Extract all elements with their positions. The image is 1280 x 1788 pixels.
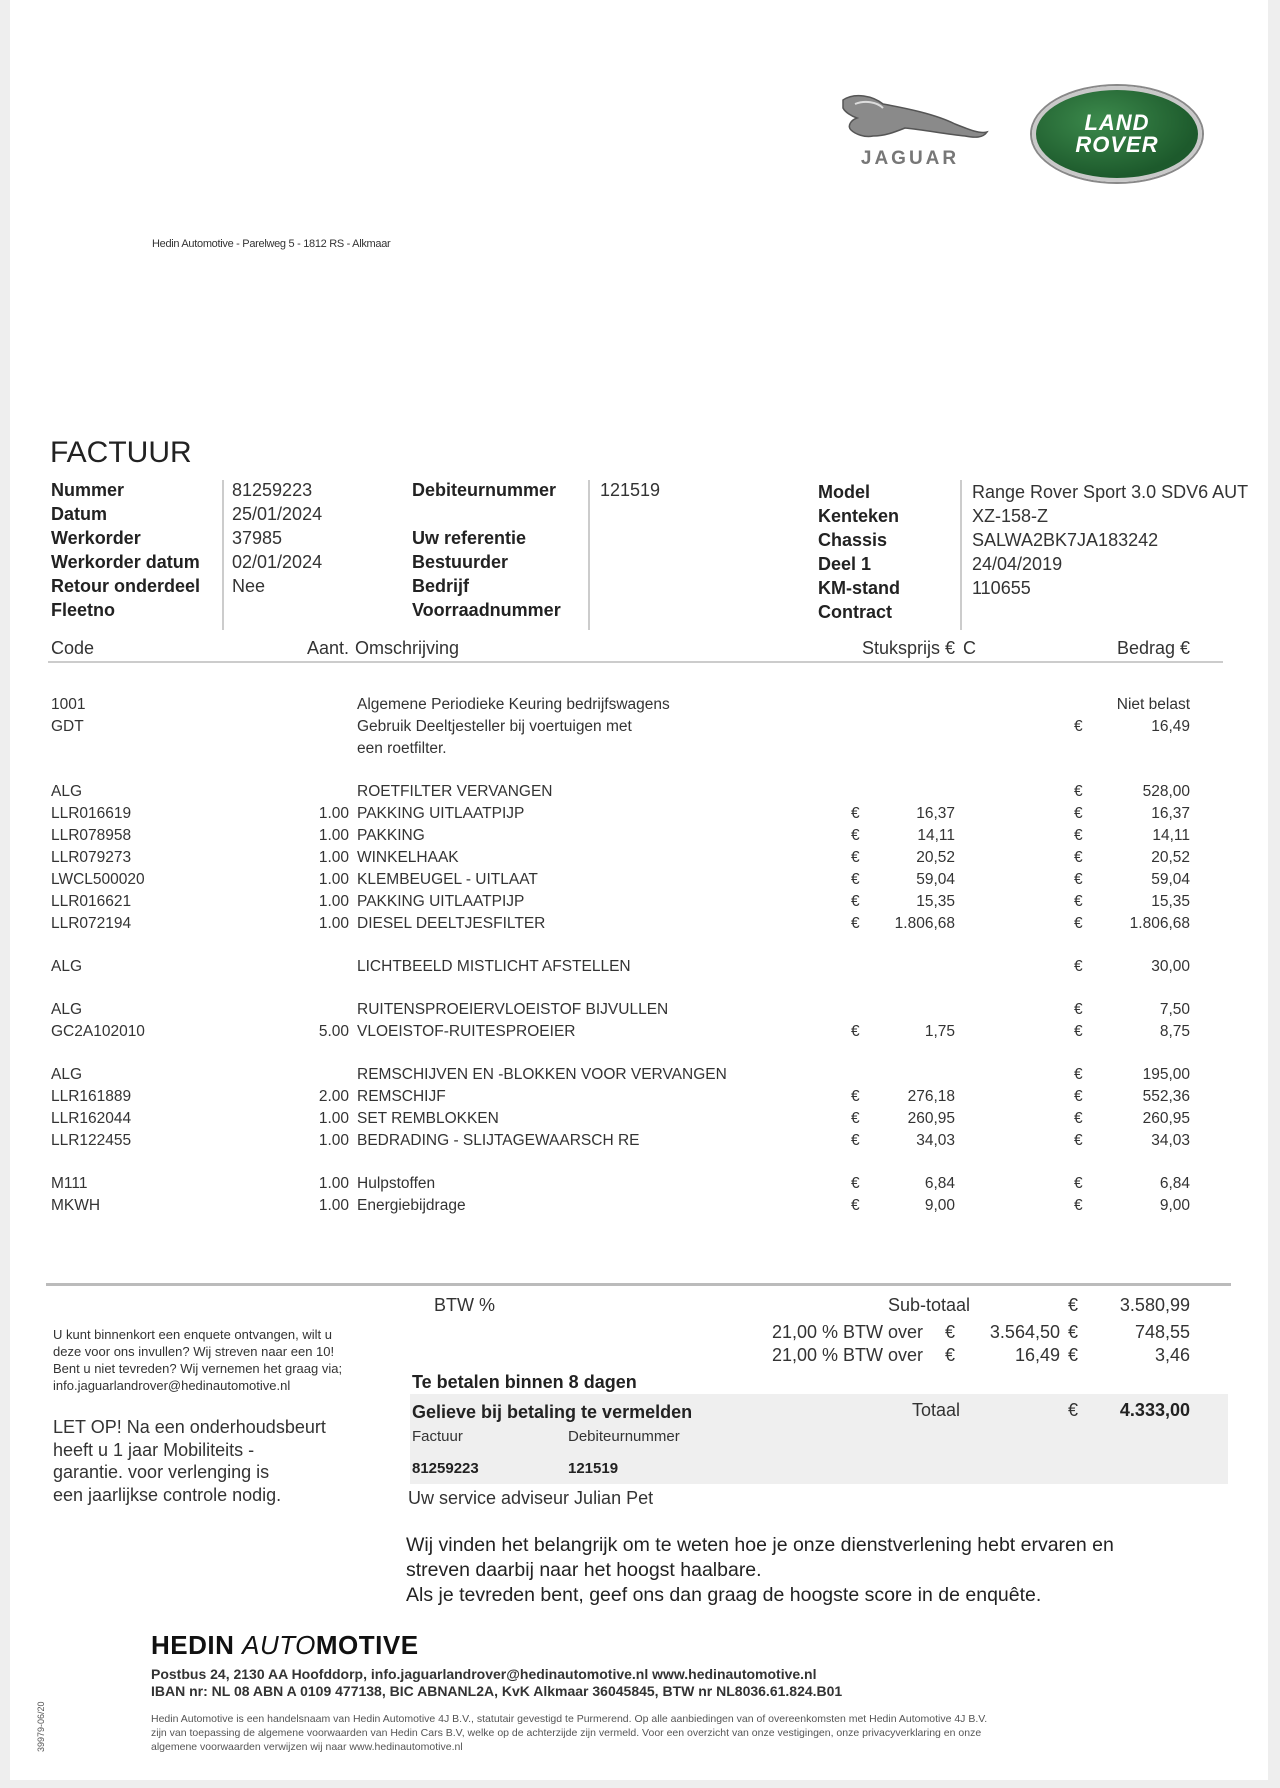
item-code: LLR072194 bbox=[51, 915, 132, 932]
item-code: LLR079273 bbox=[51, 849, 132, 866]
item-description: een roetfilter. bbox=[357, 740, 447, 757]
item-amount: 30,00 bbox=[1151, 958, 1190, 975]
euro-sign: € bbox=[1074, 1088, 1083, 1105]
field-value: 81259223 bbox=[232, 480, 313, 500]
field-value: Nee bbox=[232, 576, 266, 596]
euro-sign: € bbox=[851, 893, 860, 910]
table-row bbox=[10, 803, 1268, 825]
item-unit-price: 14,11 bbox=[917, 827, 955, 844]
payment-mention: Gelieve bij betaling te vermelden bbox=[412, 1402, 693, 1422]
euro-sign: € bbox=[851, 1175, 860, 1192]
col-unit-price: Stuksprijs € bbox=[861, 638, 955, 658]
item-amount: 14,11 bbox=[1152, 827, 1190, 844]
vat-amount: 3,46 bbox=[1154, 1345, 1190, 1365]
feedback-line: Als je tevreden bent, geef ons dan graag de hoogste score in de enquête. bbox=[406, 1584, 1042, 1606]
field-value: Range Rover Sport 3.0 SDV6 AUT bbox=[972, 482, 1249, 502]
item-description: PAKKING UITLAATPIJP bbox=[357, 805, 525, 822]
item-qty: 1.00 bbox=[318, 915, 349, 932]
field-label: Fleetno bbox=[51, 600, 116, 620]
field-value bbox=[600, 526, 660, 550]
item-amount: 34,03 bbox=[1151, 1132, 1190, 1149]
table-row bbox=[10, 891, 1268, 913]
item-description: Gebruik Deeltjesteller bij voertuigen met bbox=[357, 718, 632, 735]
item-amount: 20,52 bbox=[1151, 849, 1190, 866]
field-value bbox=[600, 598, 660, 622]
euro-sign: € bbox=[1068, 1345, 1079, 1365]
item-qty: 1.00 bbox=[318, 893, 349, 910]
table-row bbox=[10, 869, 1268, 891]
subtotal-label: Sub-totaal bbox=[887, 1295, 970, 1315]
field-value: SALWA2BK7JA183242 bbox=[972, 530, 1159, 550]
item-unit-price: 15,35 bbox=[916, 893, 955, 910]
vat-label: 21,00 % BTW over bbox=[771, 1345, 923, 1365]
item-qty: 1.00 bbox=[318, 827, 349, 844]
euro-sign: € bbox=[851, 1023, 860, 1040]
table-row bbox=[10, 1195, 1268, 1217]
euro-sign: € bbox=[851, 1132, 860, 1149]
item-amount: 15,35 bbox=[1151, 893, 1190, 910]
item-code: LLR016619 bbox=[51, 805, 132, 822]
item-code: ALG bbox=[51, 1066, 83, 1083]
item-qty bbox=[294, 716, 349, 738]
euro-sign: € bbox=[851, 849, 860, 866]
sender-address: Hedin Automotive - Parelweg 5 - 1812 RS - Alkmaar bbox=[152, 238, 391, 250]
item-code: GDT bbox=[51, 718, 84, 735]
field-value: 25/01/2024 bbox=[232, 504, 323, 524]
item-description: PAKKING UITLAATPIJP bbox=[357, 893, 525, 910]
item-amount: 1.806,68 bbox=[1129, 915, 1190, 932]
euro-sign: € bbox=[1068, 1322, 1079, 1342]
item-description: Hulpstoffen bbox=[357, 1175, 436, 1192]
euro-sign: € bbox=[851, 915, 860, 932]
item-unit-price: 59,04 bbox=[916, 871, 955, 888]
item-description: BEDRADING - SLIJTAGEWAARSCH RE bbox=[357, 1132, 640, 1149]
item-description: WINKELHAAK bbox=[357, 849, 459, 866]
col-c: C bbox=[963, 638, 976, 658]
item-description: Algemene Periodieke Keuring bedrijfswagens bbox=[357, 696, 670, 713]
field-value: 110655 bbox=[972, 578, 1031, 598]
vat-base: 16,49 bbox=[1014, 1345, 1060, 1365]
item-code: ALG bbox=[51, 958, 83, 975]
header-left-values bbox=[232, 478, 322, 622]
item-amount: 16,49 bbox=[1151, 718, 1190, 735]
euro-sign: € bbox=[851, 827, 860, 844]
table-row bbox=[10, 738, 1268, 760]
euro-sign: € bbox=[1074, 849, 1083, 866]
field-label: Voorraadnummer bbox=[412, 600, 561, 620]
subtotal-value: 3.580,99 bbox=[1119, 1295, 1190, 1315]
item-code: LWCL500020 bbox=[51, 871, 145, 888]
service-advisor: Uw service adviseur Julian Pet bbox=[408, 1488, 654, 1508]
feedback-line: Wij vinden het belangrijk om te weten hoe je onze dienstverlening hebt ervaren en bbox=[406, 1534, 1114, 1556]
table-row bbox=[10, 913, 1268, 935]
item-code: LLR122455 bbox=[51, 1132, 132, 1149]
table-row bbox=[10, 999, 1268, 1021]
item-unit-price: 20,52 bbox=[916, 849, 955, 866]
field-value bbox=[600, 550, 660, 574]
item-unit-price: 6,84 bbox=[924, 1175, 955, 1192]
survey-line: deze voor ons invullen? Wij streven naar een 10! bbox=[53, 1344, 335, 1359]
field-value: 37985 bbox=[232, 528, 283, 548]
field-label bbox=[412, 502, 561, 526]
header-middle-labels bbox=[412, 478, 561, 622]
table-row bbox=[10, 1130, 1268, 1152]
field-label: Werkorder bbox=[51, 528, 141, 548]
item-description: RUITENSPROEIERVLOEISTOF BIJVULLEN bbox=[357, 1001, 669, 1018]
note-line: LET OP! Na een onderhoudsbeurt bbox=[53, 1417, 326, 1437]
footer-address: Postbus 24, 2130 AA Hoofddorp, info.jaguarlandrover@hedinautomotive.nl www.hedinautomotive.nl bbox=[151, 1666, 817, 1682]
euro-sign: € bbox=[851, 805, 860, 822]
col-description: Omschrijving bbox=[355, 638, 460, 658]
euro-sign: € bbox=[1074, 1023, 1083, 1040]
field-label: Kenteken bbox=[818, 506, 900, 526]
item-code: ALG bbox=[51, 783, 83, 800]
legal-line: zijn van toepassing de algemene voorwaarden van Hedin Cars B.V, welke op de achterzijde zijn vermeld. Voor een overzicht van onze vestigingen, onze privacyverklaring en onze bbox=[151, 1727, 982, 1739]
item-code: 1001 bbox=[51, 696, 86, 713]
legal-line: Hedin Automotive is een handelsnaam van Hedin Automotive 4J B.V., statutair gevestigd te Purmerend. Op alle aanbiedingen van of overeenkomsten met Hedin Automotive 4J B.V. bbox=[151, 1713, 988, 1725]
land-rover-logo bbox=[1032, 86, 1202, 182]
feedback-line: streven daarbij naar het hoogst haalbare. bbox=[406, 1559, 762, 1581]
field-value bbox=[600, 502, 660, 526]
survey-email: info.jaguarlandrover@hedinautomotive.nl bbox=[53, 1378, 291, 1393]
field-label: Debiteurnummer bbox=[412, 480, 557, 500]
divider bbox=[960, 480, 962, 630]
table-row bbox=[10, 694, 1268, 716]
legal-line: algemene voorwaarden verwijzen wij naar www.hedinautomotive.nl bbox=[151, 1741, 463, 1753]
item-unit-price: 34,03 bbox=[916, 1132, 955, 1149]
total-value: 4.333,00 bbox=[1119, 1400, 1190, 1420]
euro-sign: € bbox=[1074, 1132, 1083, 1149]
col-code: Code bbox=[51, 638, 95, 658]
header-left-labels bbox=[51, 478, 200, 622]
item-qty bbox=[294, 738, 349, 760]
item-unit-price: 1,75 bbox=[924, 1023, 955, 1040]
euro-sign: € bbox=[851, 1197, 860, 1214]
euro-sign: € bbox=[1074, 893, 1083, 910]
field-label: Deel 1 bbox=[818, 554, 872, 574]
note-line: heeft u 1 jaar Mobiliteits - bbox=[53, 1439, 255, 1460]
field-label: Retour onderdeel bbox=[51, 576, 201, 596]
footer-contact bbox=[151, 1666, 842, 1700]
land-rover-line1: LAND bbox=[1084, 110, 1150, 135]
header-right-labels bbox=[818, 480, 900, 624]
note-line: garantie. voor verlenging is bbox=[53, 1462, 270, 1482]
item-code: LLR016621 bbox=[51, 893, 132, 910]
invoice-page bbox=[10, 0, 1268, 1780]
survey-note bbox=[53, 1326, 342, 1394]
mobility-note bbox=[53, 1416, 326, 1506]
header-right-values bbox=[972, 480, 1248, 624]
footer-legal bbox=[151, 1712, 987, 1754]
item-qty bbox=[294, 1064, 349, 1086]
item-amount: 6,84 bbox=[1159, 1175, 1190, 1192]
euro-sign: € bbox=[945, 1322, 956, 1342]
item-unit-price: 9,00 bbox=[924, 1197, 955, 1214]
euro-sign: € bbox=[1068, 1400, 1079, 1420]
item-qty: 2.00 bbox=[318, 1088, 349, 1105]
item-code: MKWH bbox=[51, 1197, 101, 1214]
table-row bbox=[10, 1086, 1268, 1108]
field-value bbox=[232, 598, 322, 622]
item-qty bbox=[294, 956, 349, 978]
euro-sign: € bbox=[1074, 915, 1083, 932]
item-description: PAKKING bbox=[357, 827, 425, 844]
item-qty: 5.00 bbox=[318, 1023, 349, 1040]
land-rover-line2: ROVER bbox=[1075, 132, 1159, 157]
item-qty bbox=[294, 781, 349, 803]
table-row bbox=[10, 781, 1268, 803]
debiteur-label: Debiteurnummer bbox=[568, 1428, 680, 1445]
item-description: KLEMBEUGEL - UITLAAT bbox=[357, 871, 538, 888]
page-title: FACTUUR bbox=[50, 436, 192, 469]
field-value: 121519 bbox=[600, 480, 661, 500]
item-code: ALG bbox=[51, 1001, 83, 1018]
item-qty: 1.00 bbox=[318, 1175, 349, 1192]
jaguar-wordmark: JAGUAR bbox=[860, 148, 960, 169]
item-amount: Niet belast bbox=[1116, 696, 1190, 713]
item-qty bbox=[294, 694, 349, 716]
table-row bbox=[10, 1173, 1268, 1195]
euro-sign: € bbox=[851, 1110, 860, 1127]
item-description: REMSCHIJF bbox=[357, 1088, 446, 1105]
item-code: GC2A102010 bbox=[51, 1023, 145, 1040]
hedin-logo bbox=[151, 1630, 419, 1661]
item-code: LLR162044 bbox=[51, 1110, 132, 1127]
table-row bbox=[10, 1064, 1268, 1086]
item-code: LLR161889 bbox=[51, 1088, 132, 1105]
item-code: M111 bbox=[51, 1175, 88, 1192]
item-qty: 1.00 bbox=[318, 849, 349, 866]
euro-sign: € bbox=[945, 1345, 956, 1365]
euro-sign: € bbox=[1074, 958, 1083, 975]
item-description: VLOEISTOF-RUITESPROEIER bbox=[357, 1023, 576, 1040]
col-amount: Bedrag € bbox=[1116, 638, 1190, 658]
header-rule bbox=[48, 661, 1223, 663]
vat-amount: 748,55 bbox=[1134, 1322, 1190, 1342]
item-code: LLR078958 bbox=[51, 827, 132, 844]
item-qty: 1.00 bbox=[318, 805, 349, 822]
total-label: Totaal bbox=[911, 1400, 960, 1420]
table-row bbox=[10, 847, 1268, 869]
field-label: Nummer bbox=[51, 480, 125, 500]
item-qty: 1.00 bbox=[318, 1132, 349, 1149]
item-amount: 16,37 bbox=[1151, 805, 1190, 822]
field-value: XZ-158-Z bbox=[972, 506, 1049, 526]
field-label: Contract bbox=[818, 602, 893, 622]
euro-sign: € bbox=[1074, 783, 1083, 800]
header-middle-values bbox=[600, 478, 660, 622]
item-unit-price: 260,95 bbox=[907, 1110, 955, 1127]
item-qty: 1.00 bbox=[318, 1197, 349, 1214]
field-value: 24/04/2019 bbox=[972, 554, 1063, 574]
table-row bbox=[10, 1108, 1268, 1130]
euro-sign: € bbox=[1074, 1066, 1083, 1083]
euro-sign: € bbox=[1074, 1197, 1083, 1214]
item-description: ROETFILTER VERVANGEN bbox=[357, 783, 553, 800]
field-label: Bestuurder bbox=[412, 552, 509, 572]
btw-header: BTW % bbox=[434, 1295, 495, 1315]
field-label: Datum bbox=[51, 504, 108, 524]
item-amount: 552,36 bbox=[1142, 1088, 1190, 1105]
note-line: een jaarlijkse controle nodig. bbox=[53, 1484, 282, 1505]
field-value: 02/01/2024 bbox=[232, 552, 323, 572]
item-amount: 528,00 bbox=[1142, 783, 1190, 800]
payment-due: Te betalen binnen 8 dagen bbox=[412, 1372, 637, 1392]
field-label: Uw referentie bbox=[412, 528, 527, 548]
field-label: Model bbox=[818, 482, 870, 502]
item-amount: 7,50 bbox=[1159, 1001, 1190, 1018]
col-qty: Aant. bbox=[306, 638, 349, 658]
item-amount: 59,04 bbox=[1151, 871, 1190, 888]
item-description: LICHTBEELD MISTLICHT AFSTELLEN bbox=[357, 958, 631, 975]
item-unit-price: 1.806,68 bbox=[894, 915, 955, 932]
table-row bbox=[10, 956, 1268, 978]
item-description: Energiebijdrage bbox=[357, 1197, 466, 1214]
euro-sign: € bbox=[1074, 718, 1083, 735]
item-description: DIESEL DEELTJESFILTER bbox=[357, 915, 546, 932]
field-value bbox=[600, 574, 660, 598]
item-amount: 260,95 bbox=[1142, 1110, 1190, 1127]
divider bbox=[588, 480, 590, 630]
euro-sign: € bbox=[1074, 1175, 1083, 1192]
item-unit-price: 276,18 bbox=[907, 1088, 955, 1105]
field-label: Werkorder datum bbox=[51, 552, 200, 572]
item-unit-price: 16,37 bbox=[916, 805, 955, 822]
euro-sign: € bbox=[1074, 827, 1083, 844]
field-label: Bedrijf bbox=[412, 576, 470, 596]
euro-sign: € bbox=[1068, 1295, 1079, 1315]
brand-part: HEDIN bbox=[151, 1630, 243, 1660]
divider bbox=[222, 480, 224, 630]
euro-sign: € bbox=[851, 1088, 860, 1105]
field-value bbox=[972, 600, 1248, 624]
item-amount: 9,00 bbox=[1159, 1197, 1190, 1214]
survey-line: U kunt binnenkort een enquete ontvangen, wilt u bbox=[53, 1327, 332, 1342]
survey-line: Bent u niet tevreden? Wij vernemen het graag via; bbox=[53, 1361, 343, 1376]
table-row bbox=[10, 716, 1268, 738]
vat-base: 3.564,50 bbox=[989, 1322, 1060, 1342]
jaguar-leaper-icon bbox=[825, 90, 995, 148]
euro-sign: € bbox=[1074, 1001, 1083, 1018]
field-label: KM-stand bbox=[818, 578, 900, 598]
euro-sign: € bbox=[1074, 1110, 1083, 1127]
euro-sign: € bbox=[1074, 871, 1083, 888]
table-row bbox=[10, 1021, 1268, 1043]
euro-sign: € bbox=[851, 871, 860, 888]
debiteur-value: 121519 bbox=[568, 1460, 619, 1477]
brand-part: AUTO bbox=[242, 1630, 316, 1660]
item-amount: 8,75 bbox=[1159, 1023, 1190, 1040]
item-amount: 195,00 bbox=[1142, 1066, 1190, 1083]
brand-part: MOTIVE bbox=[315, 1630, 419, 1660]
vat-label: 21,00 % BTW over bbox=[771, 1322, 923, 1342]
feedback-text bbox=[406, 1533, 1114, 1608]
jaguar-logo bbox=[825, 90, 995, 170]
item-description: REMSCHIJVEN EN -BLOKKEN VOOR VERVANGEN bbox=[357, 1066, 727, 1083]
item-qty: 1.00 bbox=[318, 1110, 349, 1127]
factuur-label: Factuur bbox=[412, 1428, 463, 1445]
item-description: SET REMBLOKKEN bbox=[357, 1110, 499, 1127]
euro-sign: € bbox=[1074, 805, 1083, 822]
item-qty: 1.00 bbox=[318, 871, 349, 888]
item-qty bbox=[294, 999, 349, 1021]
field-label: Chassis bbox=[818, 530, 888, 550]
factuur-value: 81259223 bbox=[412, 1460, 479, 1477]
table-row bbox=[10, 825, 1268, 847]
form-code: 39979-06/20 bbox=[36, 1701, 46, 1752]
footer-bank: IBAN nr: NL 08 ABN A 0109 477138, BIC ABNANL2A, KvK Alkmaar 36045845, BTW nr NL8036.61.824.B01 bbox=[151, 1683, 843, 1699]
totals-rule bbox=[46, 1283, 1231, 1286]
